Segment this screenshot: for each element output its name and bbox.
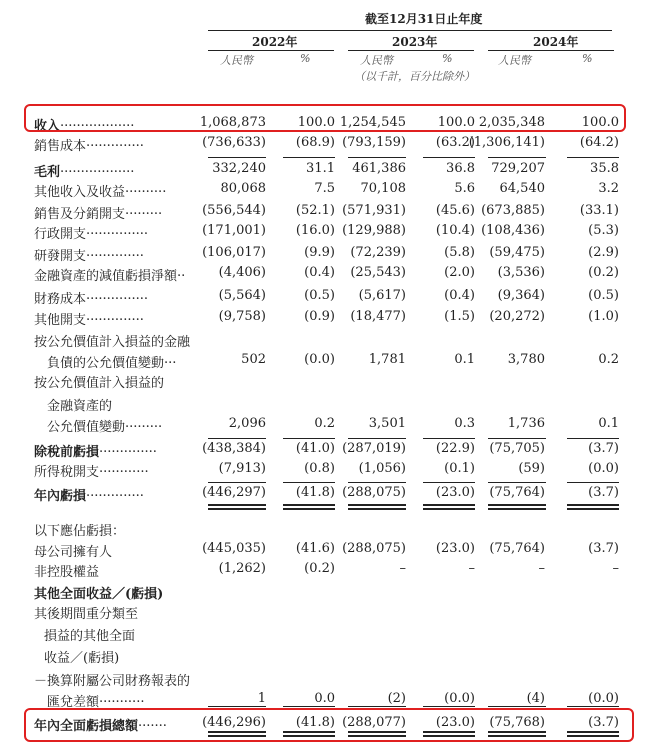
row-value-col-4: (4) <box>526 691 545 706</box>
table-row-other-expenses <box>0 306 664 326</box>
row-value-col-0: 502 <box>241 352 266 367</box>
row-value-col-5: (1.0) <box>588 309 619 324</box>
row-value-col-4: – <box>538 561 545 576</box>
dot-leader: ......... <box>125 416 163 431</box>
row-value-col-0: 332,240 <box>212 161 266 176</box>
highlight-total-loss-row <box>24 708 634 742</box>
table-row-fvtpl-asset-3 <box>0 413 664 433</box>
row-value-col-4: (75,705) <box>489 441 545 456</box>
row-label: 銷售及分銷開支 <box>34 207 126 222</box>
row-value-col-5: (5.3) <box>588 223 619 238</box>
row-value-col-5: 0.1 <box>598 416 619 431</box>
row-value-col-0: (5,564) <box>218 288 266 303</box>
row-value-col-1: 31.1 <box>306 161 335 176</box>
table-row-fx-diff-2 <box>0 688 664 708</box>
row-value-col-2: (25,543) <box>350 265 406 280</box>
table-row-oci-reclass-1 <box>0 600 664 620</box>
row-label: 損益的其他全面 <box>44 629 136 644</box>
row-label: 金融資產的 <box>47 399 113 414</box>
row-value-col-5: 100.0 <box>581 115 619 130</box>
row-value-col-4: 3,780 <box>507 352 545 367</box>
row-value-col-3: – <box>468 561 475 576</box>
row-label: 金融資產的減值虧損淨額 <box>34 269 178 284</box>
row-value-col-5: (0.0) <box>588 691 619 706</box>
row-label: 其他開支 <box>34 313 87 328</box>
currency-2023: 人民幣 <box>360 54 393 67</box>
row-value-col-0: (446,296) <box>202 715 266 730</box>
row-value-col-0: (736,633) <box>202 135 266 150</box>
row-value-col-0: 2,096 <box>228 416 266 431</box>
dot-leader: .................. <box>60 115 135 130</box>
row-label: 負債的公允價值變動 <box>47 356 165 371</box>
table-row-loss-for-year <box>0 482 664 502</box>
row-value-col-3: (10.4) <box>435 223 475 238</box>
table-row-income-tax <box>0 458 664 478</box>
row-label: 所得稅開支 <box>34 465 100 480</box>
row-value-col-5: (2.9) <box>588 245 619 260</box>
row-value-col-4: 729,207 <box>491 161 545 176</box>
row-label: 公允價值變動 <box>47 420 126 435</box>
row-value-col-3: 0.1 <box>454 352 475 367</box>
row-value-col-1: (41.0) <box>295 441 335 456</box>
row-value-col-3: (2.0) <box>444 265 475 280</box>
table-row-fvtpl-liab-2 <box>0 349 664 369</box>
row-value-col-0: 80,068 <box>220 181 266 196</box>
row-value-col-2: (287,019) <box>342 441 406 456</box>
row-value-col-1: (41.8) <box>295 485 335 500</box>
dot-leader: .............. <box>86 135 144 150</box>
dot-leader: ......... <box>125 203 163 218</box>
row-value-col-2: (2) <box>387 691 406 706</box>
year-2022-header: 2022年 <box>252 35 298 49</box>
table-row-non-controlling <box>0 558 664 578</box>
table-row-fvtpl-asset-2 <box>0 392 664 412</box>
row-value-col-1: (0.4) <box>304 265 335 280</box>
row-value-col-4: (1,306,141) <box>468 135 545 150</box>
table-row-gross-profit <box>0 158 664 178</box>
dot-leader: .............. <box>86 245 144 260</box>
row-label: 年內虧損 <box>34 489 87 504</box>
table-row-other-income <box>0 178 664 198</box>
row-value-col-5: (0.0) <box>588 461 619 476</box>
row-label: 研發開支 <box>34 249 87 264</box>
row-value-col-3: 100.0 <box>437 115 475 130</box>
row-value-col-2: – <box>399 561 406 576</box>
row-value-col-5: (3.7) <box>588 715 619 730</box>
table-row-fx-diff-1 <box>0 667 664 687</box>
currency-2024: 人民幣 <box>498 54 531 67</box>
row-label: 毛利 <box>34 165 61 180</box>
dot-leader: ............... <box>86 288 148 303</box>
dot-leader: ........... <box>99 691 145 706</box>
row-value-col-4: (108,436) <box>481 223 545 238</box>
row-label: 以下應佔虧損： <box>34 524 126 539</box>
row-value-col-3: (1.5) <box>444 309 475 324</box>
row-value-col-1: (0.8) <box>304 461 335 476</box>
row-value-col-0: (9,758) <box>218 309 266 324</box>
row-value-col-4: 1,736 <box>507 416 545 431</box>
row-value-col-2: 1,781 <box>368 352 406 367</box>
table-row-oci-header <box>0 580 664 600</box>
table-row-loss-attributable-header <box>0 517 664 537</box>
row-value-col-2: 3,501 <box>368 416 406 431</box>
row-value-col-5: 35.8 <box>590 161 619 176</box>
row-value-col-0: (445,035) <box>202 541 266 556</box>
row-value-col-4: (3,536) <box>497 265 545 280</box>
row-value-col-1: 100.0 <box>297 115 335 130</box>
row-value-col-2: 70,108 <box>360 181 406 196</box>
highlight-revenue-row <box>24 104 626 132</box>
row-value-col-3: (23.0) <box>435 715 475 730</box>
dot-leader: ............ <box>99 461 149 476</box>
row-label: 年內全面虧損總額 <box>34 719 139 734</box>
row-value-col-1: (0.2) <box>304 561 335 576</box>
row-value-col-5: (64.2) <box>579 135 619 150</box>
row-label: 銷售成本 <box>34 139 87 154</box>
row-value-col-1: (41.6) <box>295 541 335 556</box>
dot-leader: ... <box>164 352 177 367</box>
row-label: 行政開支 <box>34 227 87 242</box>
row-value-col-0: (106,017) <box>202 245 266 260</box>
row-label: 匯兌差額 <box>47 695 100 710</box>
row-label: 按公允價值計入損益的金融 <box>34 335 191 350</box>
row-value-col-4: (9,364) <box>497 288 545 303</box>
pct-2024: % <box>582 52 593 65</box>
period-header: 截至12月31日止年度 <box>365 12 483 26</box>
unit-note: （以千計，百分比除外） <box>354 70 475 83</box>
row-value-col-0: (1,262) <box>218 561 266 576</box>
row-label: 財務成本 <box>34 292 87 307</box>
row-value-col-4: 64,540 <box>499 181 545 196</box>
table-row-owners-of-parent <box>0 538 664 558</box>
row-value-col-5: (0.5) <box>588 288 619 303</box>
year-2023-header: 2023年 <box>392 35 438 49</box>
row-value-col-0: (171,001) <box>202 223 266 238</box>
row-value-col-2: (793,159) <box>342 135 406 150</box>
row-value-col-5: (3.7) <box>588 441 619 456</box>
row-label: 非控股權益 <box>34 565 100 580</box>
row-value-col-2: (129,988) <box>342 223 406 238</box>
row-label: 收入 <box>34 119 61 134</box>
row-value-col-1: 0.0 <box>314 691 335 706</box>
row-value-col-3: (23.0) <box>435 541 475 556</box>
dot-leader: .............. <box>86 485 144 500</box>
row-value-col-0: 1,068,873 <box>199 115 266 130</box>
dot-leader: ............... <box>86 223 148 238</box>
row-value-col-3: 36.8 <box>446 161 475 176</box>
year-2023-rule <box>348 50 474 51</box>
row-value-col-2: (72,239) <box>350 245 406 260</box>
row-value-col-5: 3.2 <box>598 181 619 196</box>
row-value-col-1: (0.5) <box>304 288 335 303</box>
row-value-col-0: (438,384) <box>202 441 266 456</box>
row-value-col-4: (59) <box>518 461 545 476</box>
row-value-col-2: (1,056) <box>358 461 406 476</box>
table-row-loss-before-tax <box>0 438 664 458</box>
row-label: 除稅前虧損 <box>34 445 100 460</box>
row-value-col-2: (288,075) <box>342 485 406 500</box>
row-value-col-4: (59,475) <box>489 245 545 260</box>
row-value-col-3: 0.3 <box>454 416 475 431</box>
row-value-col-0: (7,913) <box>218 461 266 476</box>
dot-leader: .......... <box>125 181 167 196</box>
row-value-col-1: (0.9) <box>304 309 335 324</box>
year-2024-rule <box>488 50 614 51</box>
row-value-col-1: (9.9) <box>304 245 335 260</box>
row-value-col-3: (63.2) <box>435 135 475 150</box>
row-value-col-5: – <box>612 561 619 576</box>
row-value-col-4: 2,035,348 <box>478 115 545 130</box>
row-label: 其後期間重分類至 <box>34 607 139 622</box>
row-value-col-3: (5.8) <box>444 245 475 260</box>
row-value-col-2: (288,075) <box>342 541 406 556</box>
row-value-col-0: (556,544) <box>202 203 266 218</box>
row-value-col-1: (41.8) <box>295 715 335 730</box>
period-rule <box>208 30 612 31</box>
year-2022-rule <box>208 50 334 51</box>
row-value-col-1: 0.2 <box>314 416 335 431</box>
row-value-col-1: (16.0) <box>295 223 335 238</box>
table-row-admin-expenses <box>0 220 664 240</box>
row-value-col-4: (673,885) <box>481 203 545 218</box>
row-label: 其他收入及收益 <box>34 185 126 200</box>
row-value-col-5: (0.2) <box>588 265 619 280</box>
row-value-col-2: (288,077) <box>342 715 406 730</box>
row-value-col-3: (0.0) <box>444 691 475 706</box>
table-row-fvtpl-liab-1 <box>0 328 664 348</box>
row-value-col-3: (0.4) <box>444 288 475 303</box>
row-value-col-4: (75,764) <box>489 485 545 500</box>
row-value-col-4: (75,768) <box>489 715 545 730</box>
row-value-col-3: 5.6 <box>454 181 475 196</box>
pct-2022: % <box>300 52 311 65</box>
row-value-col-1: (52.1) <box>295 203 335 218</box>
row-value-col-2: 1,254,545 <box>339 115 406 130</box>
row-value-col-1: (0.0) <box>304 352 335 367</box>
dot-leader: .............. <box>99 441 157 456</box>
pct-2023: % <box>442 52 453 65</box>
dot-leader: .. <box>177 265 186 280</box>
table-row-rnd-expenses <box>0 242 664 262</box>
row-value-col-1: (68.9) <box>295 135 335 150</box>
row-value-col-2: (18,477) <box>350 309 406 324</box>
row-value-col-5: 0.2 <box>598 352 619 367</box>
row-value-col-2: (5,617) <box>358 288 406 303</box>
dot-leader: ....... <box>138 715 167 730</box>
row-value-col-1: 7.5 <box>314 181 335 196</box>
table-row-cost-of-sales <box>0 132 664 152</box>
row-value-col-3: (23.0) <box>435 485 475 500</box>
row-value-col-2: 461,386 <box>352 161 406 176</box>
dot-leader: .............. <box>86 309 144 324</box>
row-label: 母公司擁有人 <box>34 545 113 560</box>
table-row-selling-expenses <box>0 200 664 220</box>
table-row-fvtpl-asset-1 <box>0 369 664 389</box>
row-value-col-5: (3.7) <box>588 541 619 556</box>
table-row-impairment-loss <box>0 262 664 282</box>
row-value-col-2: (571,931) <box>342 203 406 218</box>
table-row-oci-reclass-2 <box>0 622 664 642</box>
row-label: 其他全面收益／(虧損) <box>34 587 164 602</box>
row-value-col-4: (20,272) <box>489 309 545 324</box>
table-row-oci-reclass-3 <box>0 644 664 664</box>
row-value-col-5: (33.1) <box>579 203 619 218</box>
dot-leader: .................. <box>60 161 135 176</box>
table-row-finance-costs <box>0 285 664 305</box>
row-label: －換算附屬公司財務報表的 <box>34 674 191 689</box>
row-label: 按公允價值計入損益的 <box>34 376 165 391</box>
row-value-col-3: (45.6) <box>435 203 475 218</box>
row-value-col-3: (0.1) <box>444 461 475 476</box>
row-value-col-0: 1 <box>257 691 266 706</box>
row-label: 收益／(虧損) <box>44 651 120 666</box>
currency-2022: 人民幣 <box>220 54 253 67</box>
row-value-col-4: (75,764) <box>489 541 545 556</box>
year-2024-header: 2024年 <box>533 35 579 49</box>
row-value-col-0: (4,406) <box>218 265 266 280</box>
row-value-col-0: (446,297) <box>202 485 266 500</box>
row-value-col-5: (3.7) <box>588 485 619 500</box>
row-value-col-3: (22.9) <box>435 441 475 456</box>
